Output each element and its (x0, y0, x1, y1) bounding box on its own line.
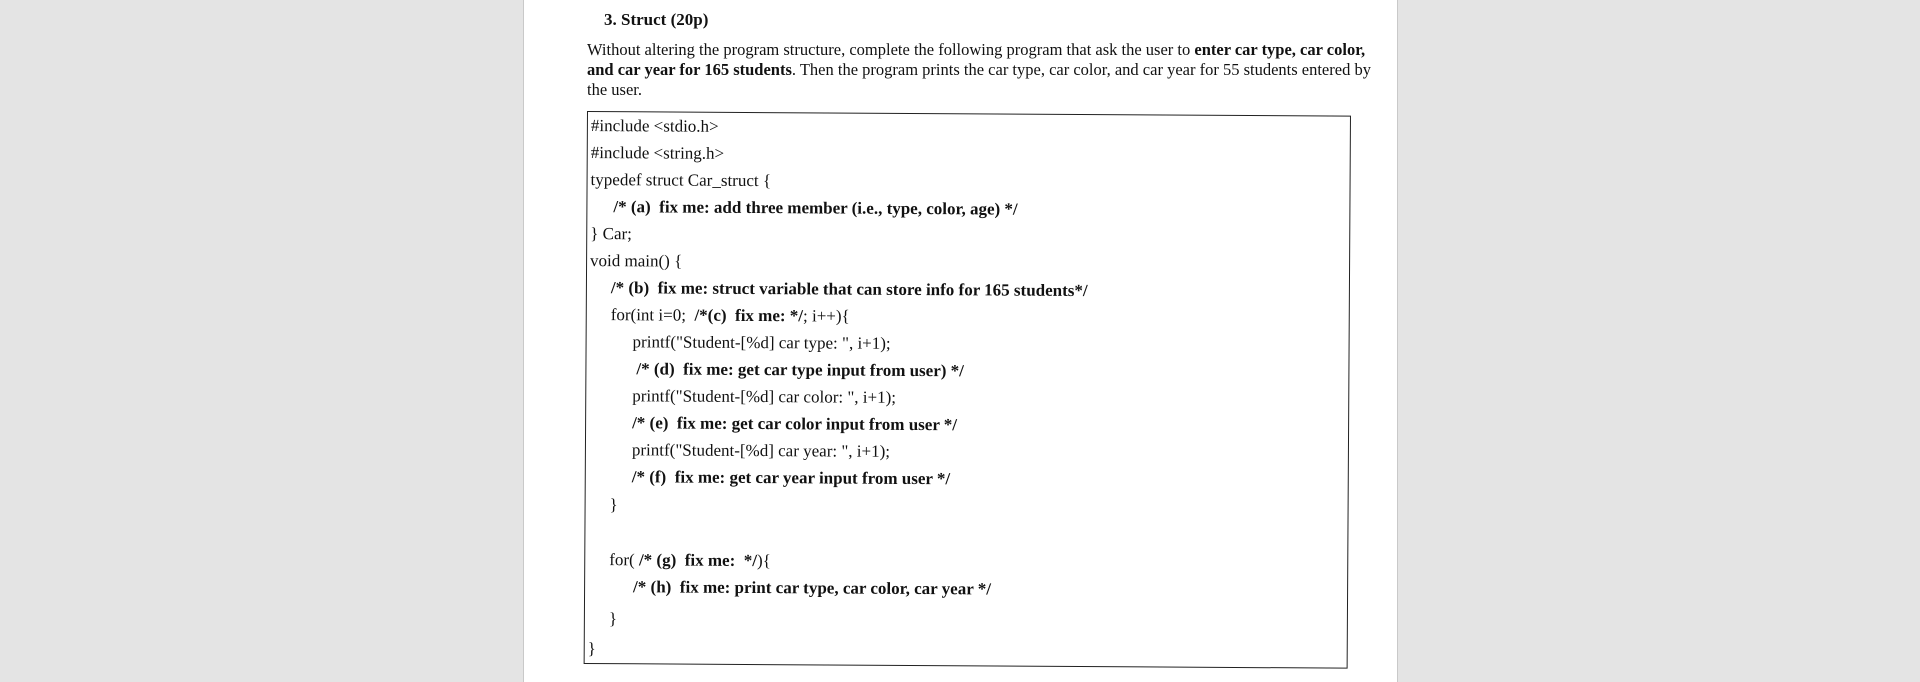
for-print-end: ){ (756, 551, 771, 571)
code-line-include-stdio: #include <stdio.h> (590, 116, 719, 136)
code-line-for-print (609, 550, 771, 571)
code-line-typedef: typedef struct Car_struct { (590, 170, 772, 191)
for-loop-end: ; i++){ (802, 306, 850, 326)
intro-text-part2: . Then the program prints the car type, car color, and car year for 55 students entered by the user. (587, 60, 1371, 99)
code-fix-g: /* (g) fix me: */ (638, 550, 758, 571)
for-loop-start: for(int i=0; (610, 305, 695, 325)
code-line-fix-e: /* (e) fix me: get car color input from user */ (632, 413, 958, 435)
code-line-loop2-close: } (608, 609, 618, 629)
code-line-printf-type: printf("Student-[%d] car type: ", i+1); (632, 332, 891, 353)
intro-text-part1: Without altering the program structure, complete the following program that ask the user to (587, 40, 1195, 59)
code-line-fix-b: /* (b) fix me: struct variable that can store info for 165 students*/ (610, 278, 1088, 301)
question-intro (587, 40, 1385, 100)
code-line-fix-h: /* (h) fix me: print car type, car color, car year */ (633, 577, 992, 599)
code-line-main-close: } (587, 639, 596, 659)
intro-text-bold: enter car type, car color, and car year for 165 students (587, 40, 1366, 79)
code-line-include-string: #include <string.h> (590, 143, 725, 163)
code-line-fix-f: /* (f) fix me: get car year input from user */ (631, 467, 951, 489)
code-line-fix-a: /* (a) fix me: add three member (i.e., type, color, age) */ (613, 197, 1018, 219)
question-heading: 3. Struct (20p) (604, 10, 709, 29)
code-line-for-loop (611, 305, 850, 326)
code-line-car-close: } Car; (590, 224, 632, 244)
document-page (523, 0, 1398, 682)
code-line-main: void main() { (590, 251, 683, 271)
code-line-fix-d: /* (d) fix me: get car type input from user) */ (636, 359, 964, 381)
code-box (584, 111, 1351, 669)
code-fix-c: /*(c) fix me: */ (694, 305, 804, 326)
code-line-loop1-close: } (609, 495, 618, 515)
code-line-printf-color: printf("Student-[%d] car color: ", i+1); (632, 386, 897, 407)
code-line-printf-year: printf("Student-[%d] car year: ", i+1); (631, 440, 891, 461)
for-print-start: for( (609, 550, 640, 570)
